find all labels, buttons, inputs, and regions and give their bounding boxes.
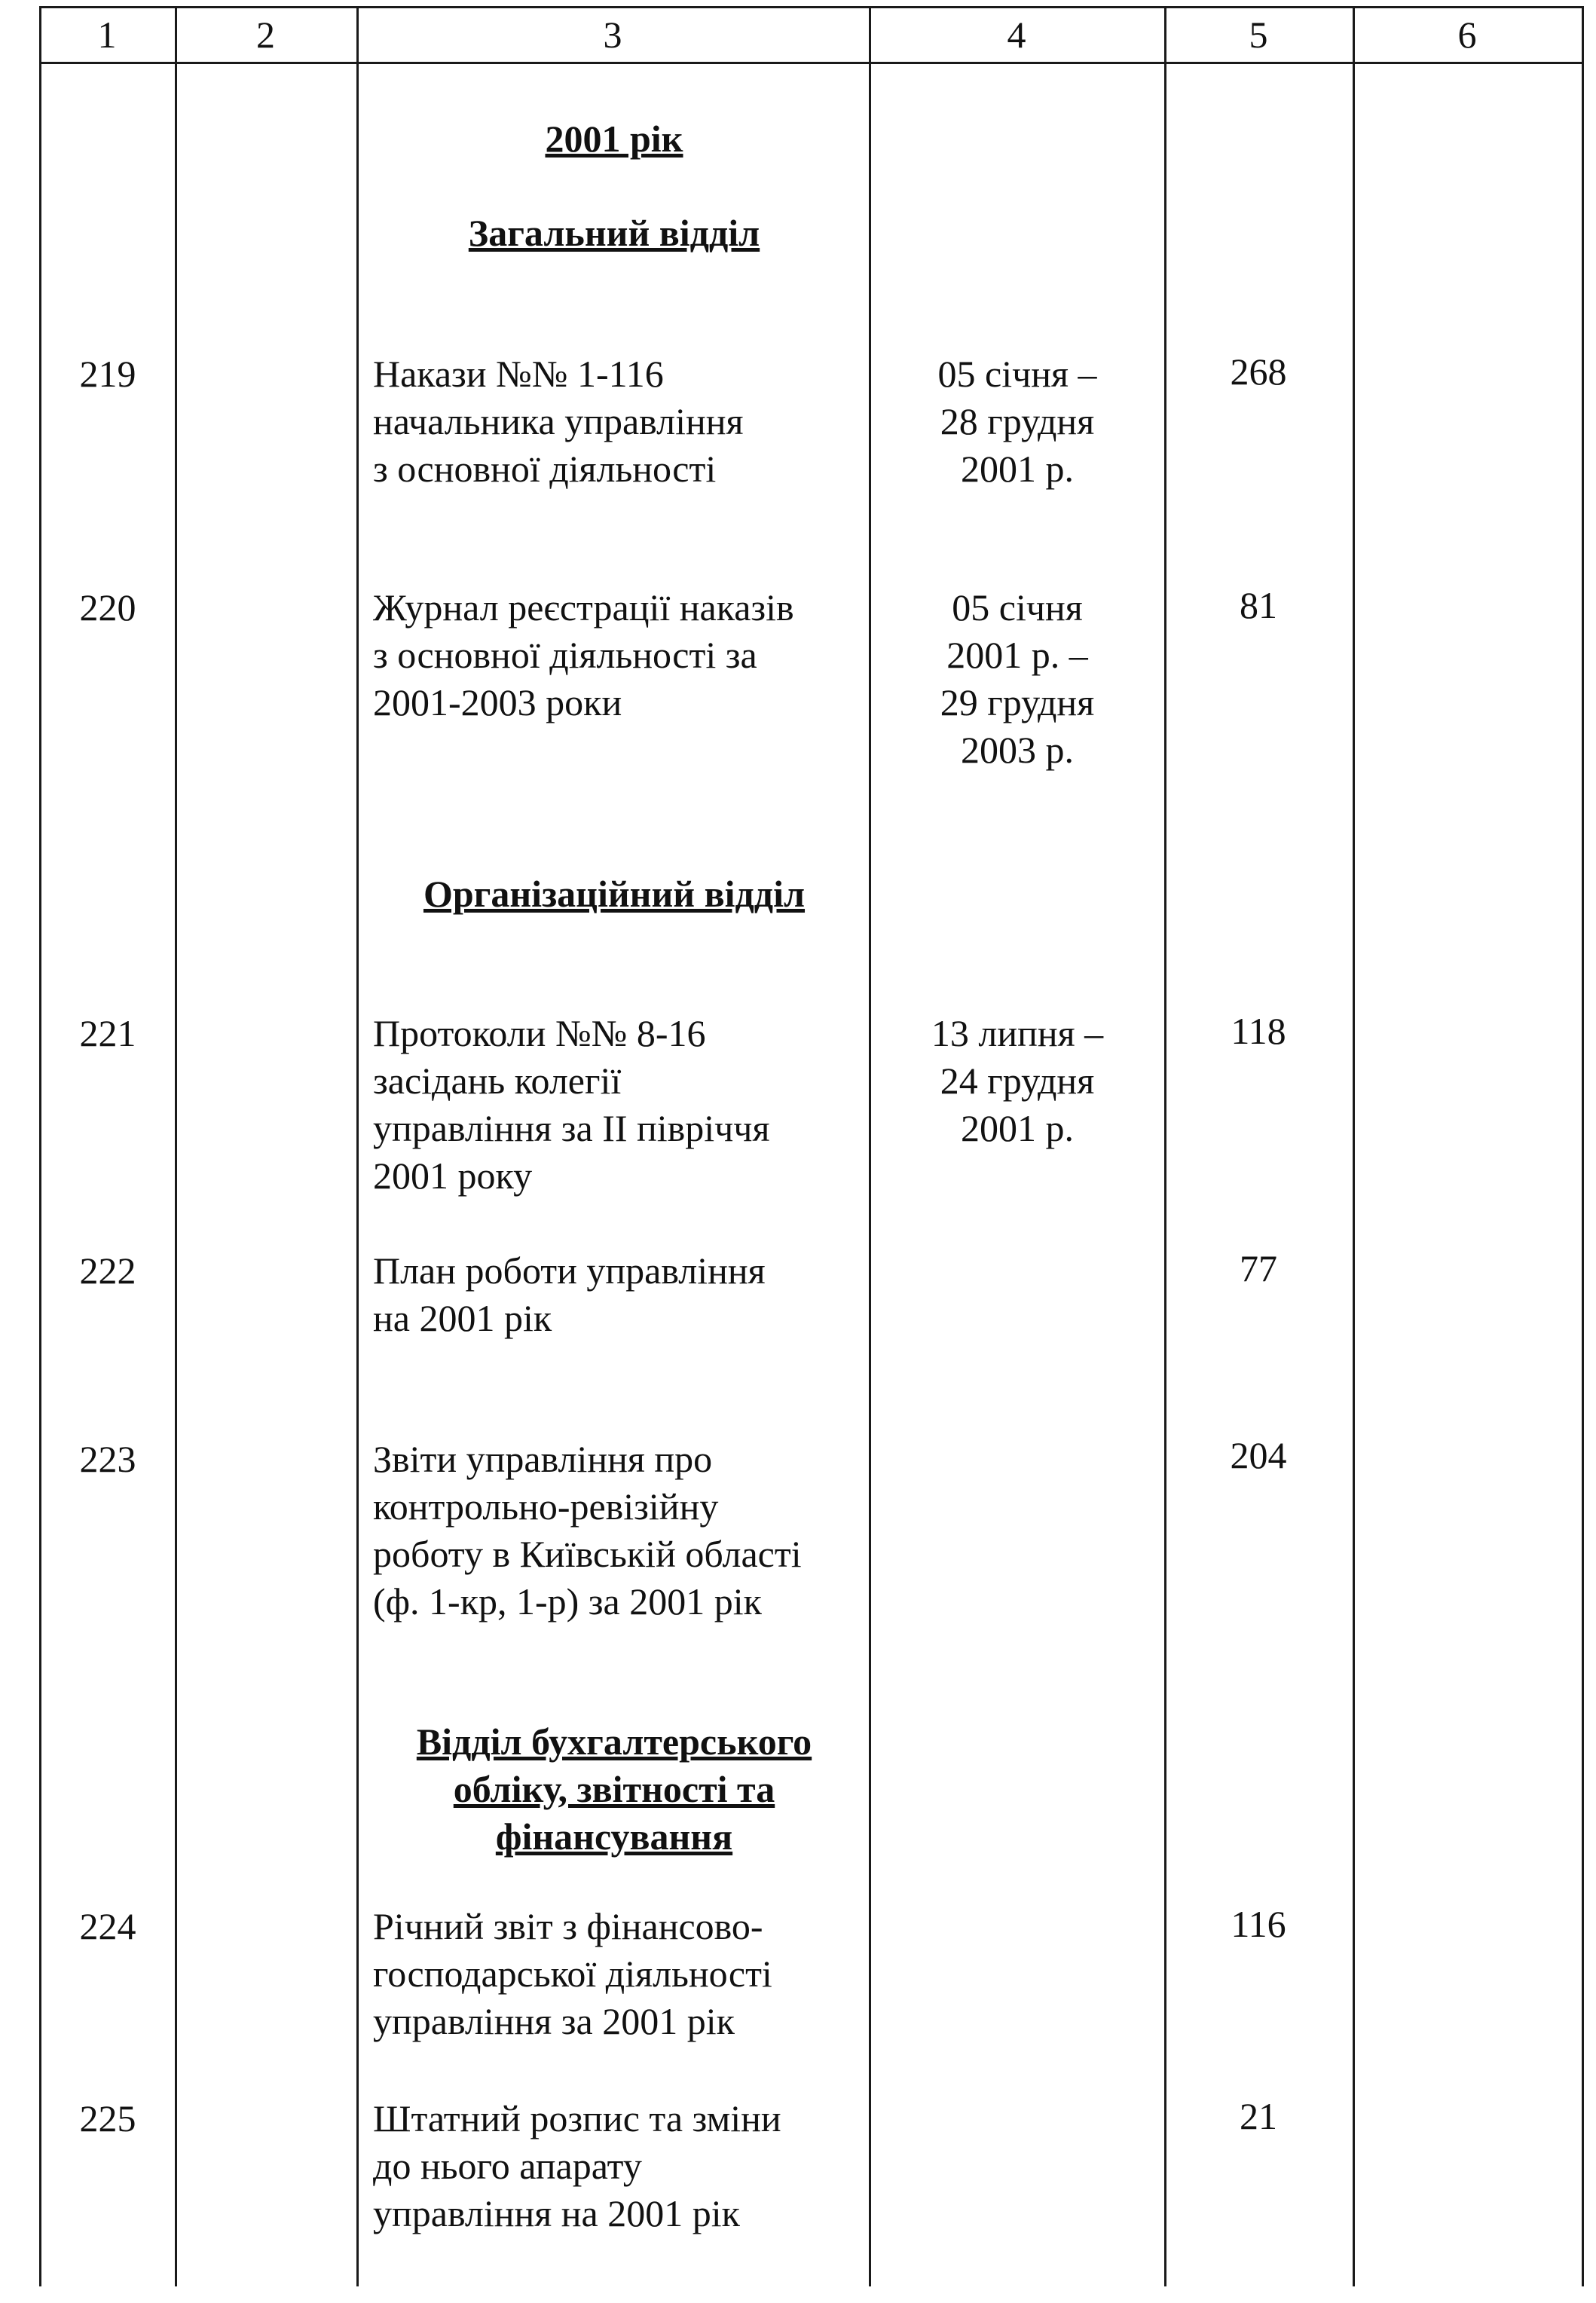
record-dates-220: 05 січня 2001 р. – 29 грудня 2003 р. [940,586,1095,771]
record-sheets-224: 116 [1231,1903,1286,1945]
column-header-5: 5 [1249,14,1268,56]
column-header-3: 3 [603,14,622,56]
record-description-223: Звіти управління про контрольно-ревізійну роботу в Київській області (ф. 1-кр, 1-р) за 2001 рік [373,1438,802,1622]
record-number-224: 224 [79,1905,136,1947]
record-dates-219: 05 січня – 28 грудня 2001 р. [937,353,1097,490]
record-number-220: 220 [79,586,136,629]
record-sheets-223: 204 [1230,1434,1287,1476]
general-department-heading: Загальний відділ [468,212,760,254]
organizational-department-heading: Організаційний відділ [423,873,806,915]
record-sheets-219: 268 [1230,350,1287,393]
column-border-right [1582,6,1584,2286]
record-description-222: План роботи управління на 2001 рік [373,1249,766,1339]
record-description-224: Річний звіт з фінансово- господарської діяльності управління за 2001 рік [373,1905,772,2042]
record-description-221: Протоколи №№ 8-16 засідань колегії управління за II півріччя 2001 року [373,1012,770,1197]
record-number-223: 223 [79,1438,136,1480]
record-sheets-221: 118 [1231,1010,1286,1052]
record-dates-221: 13 липня – 24 грудня 2001 р. [931,1012,1104,1149]
record-number-221: 221 [79,1012,136,1054]
column-header-1: 1 [97,14,117,56]
record-description-220: Журнал реєстрації наказів з основної діяльності за 2001-2003 роки [373,586,794,723]
column-header-4: 4 [1007,14,1026,56]
record-number-222: 222 [79,1249,136,1292]
record-sheets-225: 21 [1240,2095,1277,2137]
record-sheets-220: 81 [1240,584,1277,626]
accounting-department-heading: Відділ бухгалтерського обліку, звітності та фінансування [416,1720,812,1858]
record-sheets-222: 77 [1240,1247,1277,1289]
column-header-2: 2 [256,14,275,56]
column-header-6: 6 [1457,14,1477,56]
column-border-5-6 [1353,6,1355,2286]
record-number-219: 219 [79,353,136,395]
record-number-225: 225 [79,2097,136,2139]
record-description-225: Штатний розпис та зміни до нього апарату управління на 2001 рік [373,2097,781,2234]
column-border-2-3 [356,6,359,2286]
year-heading: 2001 рік [545,118,683,160]
record-description-219: Накази №№ 1-116 начальника управління з основної діяльності [373,353,744,490]
